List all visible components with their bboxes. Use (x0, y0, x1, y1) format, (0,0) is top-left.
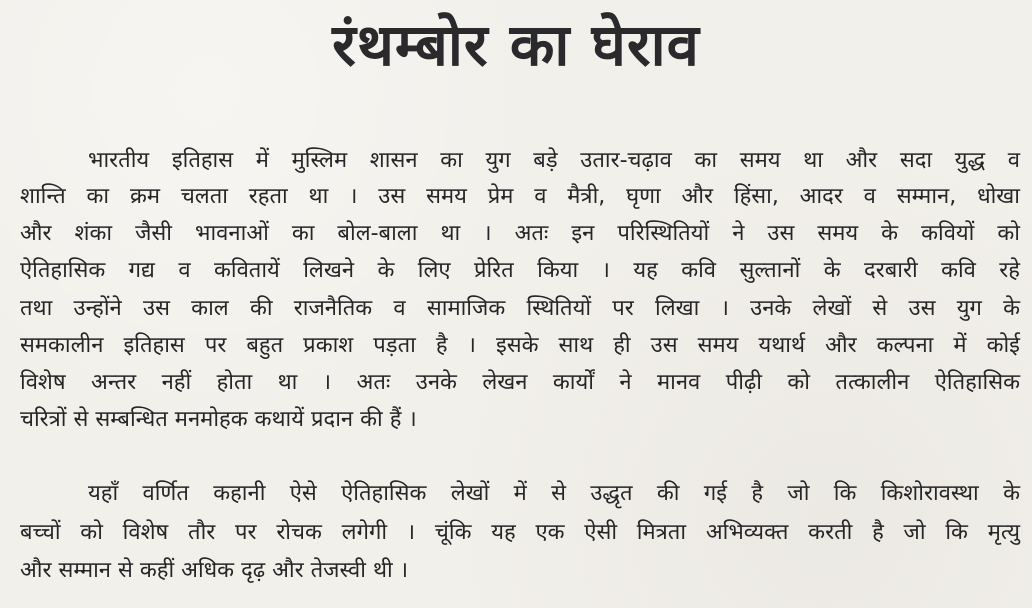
paragraph-2-line-2: बच्चों को विशेष तौर पर रोचक लगेगी । चूंकि यह एक ऐसी मित्रता अभिव्यक्त करती है जो कि मृत्यु (20, 520, 1020, 545)
paragraph-2-line-3: और सम्मान से कहीं अधिक दृढ़ और तेजस्वी थी । (20, 558, 409, 583)
paragraph-1-line-7: विशेष अन्तर नहीं होता था । अतः उनके लेखन कार्यों ने मानव पीढ़ी को तत्कालीन ऐतिहासिक (20, 370, 1020, 395)
paragraph-1-line-8: चरित्रों से सम्बन्धित मनमोहक कथायें प्रदान की हैं । (20, 407, 417, 432)
paragraph-1-line-3: और शंका जैसी भावनाओं का बोल-बाला था । अतः इन परिस्थितियों ने उस समय के कवियों को (20, 221, 1020, 246)
paragraph-1-line-1: भारतीय इतिहास में मुस्लिम शासन का युग बड़े उतार-चढ़ाव का समय था और सदा युद्ध व (88, 148, 1020, 173)
paragraph-2-line-1: यहाँ वर्णित कहानी ऐसे ऐतिहासिक लेखों में से उद्धृत की गई है जो कि किशोरावस्था के (88, 481, 1020, 506)
paragraph-1-line-6: समकालीन इतिहास पर बहुत प्रकाश पड़ता है । इसके साथ ही उस समय यथार्थ और कल्पना में कोई (20, 333, 1020, 358)
document-title: रंथम्बोर का घेराव (332, 11, 700, 79)
paragraph-1-line-2: शान्ति का क्रम चलता रहता था । उस समय प्रेम व मैत्री, घृणा और हिंसा, आदर व सम्मान, धोखा (20, 184, 1020, 209)
paragraph-1-line-5: तथा उन्होंने उस काल की राजनैतिक व सामाजिक स्थितियों पर लिखा । उनके लेखों से उस युग के (20, 296, 1020, 321)
paragraph-1-line-4: ऐतिहासिक गद्य व कवितायें लिखने के लिए प्रेरित किया । यह कवि सुल्तानों के दरबारी कवि रहे (20, 258, 1020, 283)
